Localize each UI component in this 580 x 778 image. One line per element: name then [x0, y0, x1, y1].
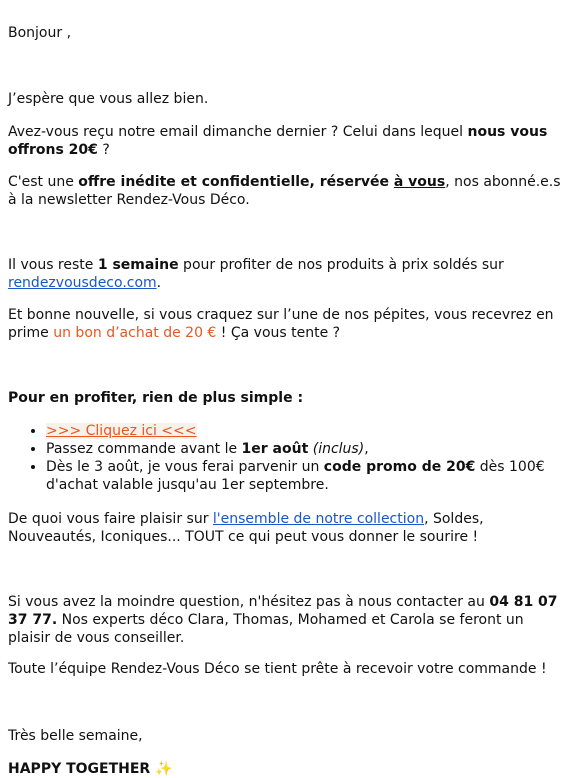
paragraph-voucher	[8, 306, 572, 342]
text: Avez-vous reçu notre email dimanche dernier ? Celui dans lequel	[8, 124, 468, 140]
steps-list	[8, 422, 576, 494]
exclusive-highlight: offre inédite et confidentielle, réservée	[78, 174, 394, 190]
section-heading: Pour en profiter, rien de plus simple :	[8, 390, 304, 406]
paragraph-team: Toute l’équipe Rendez-Vous Déco se tient prête à recevoir votre commande !	[8, 661, 547, 677]
paragraph-remaining-time	[8, 256, 568, 292]
phone-number[interactable]: 04 81 07 37 77.	[8, 594, 558, 628]
text: ,	[364, 441, 369, 457]
list-item	[46, 458, 576, 494]
text: Il vous reste	[8, 257, 98, 273]
paragraph-email-reminder	[8, 123, 568, 159]
paragraph-exclusive-offer	[8, 173, 568, 209]
text: , nos abonné.e.s à la newsletter Rendez-Vous Déco.	[8, 174, 561, 208]
text: Nos experts déco Clara, Thomas, Mohamed et Carola se feront un plaisir de vous conseiller.	[8, 612, 524, 646]
to-you-highlight: à vous	[393, 174, 446, 190]
text: dès 100€ d'achat valable jusqu'au 1er septembre.	[46, 459, 545, 493]
list-item	[46, 440, 576, 458]
week-highlight: 1 semaine	[97, 257, 179, 273]
sparkles-icon: ✨	[155, 761, 173, 777]
included-note: (inclus)	[308, 441, 365, 457]
text: ! Ça vous tente ?	[216, 325, 341, 341]
collection-link[interactable]: l'ensemble de notre collection	[212, 511, 425, 527]
closing-line: Très belle semaine,	[8, 728, 143, 744]
click-here-link[interactable]: >>> Cliquez ici <<<	[46, 423, 197, 439]
text: pour profiter de nos produits à prix soldés sur	[178, 257, 504, 273]
signoff	[8, 760, 173, 778]
date-highlight: 1er août	[241, 441, 309, 457]
text: Et bonne nouvelle, si vous craquez sur l’une de nos pépites, vous recevrez en prime	[8, 307, 554, 341]
greeting: Bonjour ,	[8, 25, 72, 41]
text: ?	[97, 142, 110, 158]
text: Dès le 3 août, je vous ferai parvenir un	[46, 459, 324, 475]
list-item	[46, 422, 576, 440]
voucher-highlight: un bon d’achat de 20 €	[53, 325, 217, 341]
text: De quoi vous faire plaisir sur	[8, 511, 213, 527]
text: , Soldes, Nouveautés, Iconiques... TOUT ce qui peut vous donner le sourire !	[8, 511, 484, 545]
text: .	[156, 275, 162, 291]
paragraph-wellbeing: J’espère que vous allez bien.	[8, 91, 209, 107]
promo-code-highlight: code promo de 20€	[323, 459, 476, 475]
text: C'est une	[8, 174, 79, 190]
text: Si vous avez la moindre question, n'hésitez pas à nous contacter au	[8, 594, 490, 610]
signoff-text: HAPPY TOGETHER	[8, 761, 151, 777]
offer-highlight: nous vous offrons 20€	[8, 124, 548, 158]
website-link[interactable]: rendezvousdeco.com	[8, 275, 157, 291]
text: Passez commande avant le	[46, 441, 242, 457]
paragraph-collection	[8, 510, 568, 546]
paragraph-contact	[8, 593, 568, 647]
